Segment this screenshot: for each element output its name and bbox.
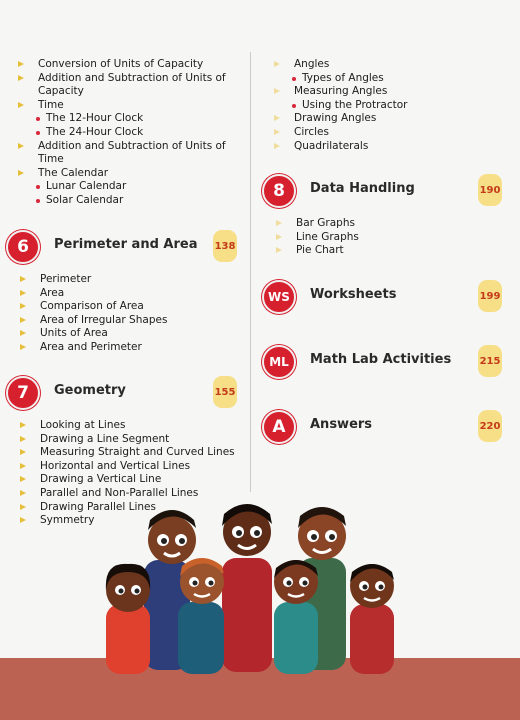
toc-entry[interactable]: Addition and Subtraction of Units of xyxy=(18,72,238,86)
chapter-6-topic-list xyxy=(20,273,240,355)
toc-entry[interactable]: Measuring Angles xyxy=(274,85,514,99)
answers-title: Answers xyxy=(310,417,373,432)
toc-entry[interactable]: Drawing a Line Segment xyxy=(20,433,246,447)
toc-entry[interactable]: Addition and Subtraction of Units of xyxy=(18,140,238,154)
toc-entry-continued: Time xyxy=(38,153,64,166)
toc-subentry[interactable]: Using the Protractor xyxy=(274,99,514,113)
chapter-7-title: Geometry xyxy=(54,383,126,398)
chapter-5-topic-list xyxy=(18,58,238,208)
chapter-8-page-badge: 190 xyxy=(478,174,502,206)
toc-entry[interactable]: Area xyxy=(20,287,240,301)
math-lab-page-badge: 215 xyxy=(478,345,502,377)
math-lab-title: Math Lab Activities xyxy=(310,352,452,367)
toc-entry[interactable]: Looking at Lines xyxy=(20,419,246,433)
toc-entry[interactable]: Drawing a Vertical Line xyxy=(20,473,246,487)
chapter-8-title: Data Handling xyxy=(310,181,415,196)
chapter-8-topic-list xyxy=(276,217,476,258)
toc-entry-continued: Capacity xyxy=(38,85,84,98)
worksheets-page-badge: 199 xyxy=(478,280,502,312)
answers-page-badge: 220 xyxy=(478,410,502,442)
column-divider xyxy=(250,52,251,492)
chapter-6-number-icon: 6 xyxy=(6,230,40,264)
chapter-6-heading[interactable] xyxy=(6,230,238,264)
toc-entry[interactable]: The Calendar xyxy=(18,167,238,181)
toc-entry[interactable]: Angles xyxy=(274,58,514,72)
toc-subentry[interactable]: Lunar Calendar xyxy=(18,180,238,194)
toc-entry[interactable]: Drawing Angles xyxy=(274,112,514,126)
toc-entry[interactable]: Measuring Straight and Curved Lines xyxy=(20,446,246,460)
cartoon-children-illustration xyxy=(92,498,412,674)
worksheets-title: Worksheets xyxy=(310,287,397,302)
toc-subentry[interactable]: The 12-Hour Clock xyxy=(18,112,238,126)
toc-entry[interactable]: Symmetry xyxy=(20,514,246,528)
child-figure xyxy=(178,558,224,674)
toc-entry[interactable]: Comparison of Area xyxy=(20,300,240,314)
toc-entry[interactable]: Quadrilaterals xyxy=(274,140,514,154)
child-figure xyxy=(222,504,272,672)
toc-entry[interactable]: Drawing Parallel Lines xyxy=(20,501,246,515)
toc-subentry[interactable]: The 24-Hour Clock xyxy=(18,126,238,140)
toc-subentry[interactable]: Types of Angles xyxy=(274,72,514,86)
toc-entry[interactable]: Parallel and Non-Parallel Lines xyxy=(20,487,246,501)
toc-entry[interactable]: Horizontal and Vertical Lines xyxy=(20,460,246,474)
chapter-6-page-badge: 138 xyxy=(213,230,237,262)
chapter-7-heading[interactable] xyxy=(6,376,238,410)
chapter-8-number-icon: 8 xyxy=(262,174,296,208)
chapter-6-title: Perimeter and Area xyxy=(54,237,198,252)
toc-entry[interactable]: Perimeter xyxy=(20,273,240,287)
toc-entry[interactable]: Conversion of Units of Capacity xyxy=(18,58,238,72)
toc-entry[interactable]: Line Graphs xyxy=(276,231,476,245)
toc-entry[interactable]: Pie Chart xyxy=(276,244,476,258)
toc-entry[interactable]: Time xyxy=(18,99,238,113)
chapter-7-page-badge: 155 xyxy=(213,376,237,408)
toc-entry[interactable]: Units of Area xyxy=(20,327,240,341)
answers-heading[interactable] xyxy=(262,410,502,444)
toc-entry[interactable]: Circles xyxy=(274,126,514,140)
toc-subentry[interactable]: Solar Calendar xyxy=(18,194,238,208)
chapter-8-heading[interactable] xyxy=(262,174,502,208)
toc-entry[interactable]: Area and Perimeter xyxy=(20,341,240,355)
child-figure xyxy=(274,560,318,674)
toc-entry[interactable]: Bar Graphs xyxy=(276,217,476,231)
chapter-7-continued-topic-list xyxy=(274,58,514,153)
child-figure xyxy=(106,564,150,674)
answers-icon: A xyxy=(262,410,296,444)
chapter-7-number-icon: 7 xyxy=(6,376,40,410)
math-lab-heading[interactable] xyxy=(262,345,502,379)
worksheets-icon: WS xyxy=(262,280,296,314)
toc-entry[interactable]: Area of Irregular Shapes xyxy=(20,314,240,328)
worksheets-heading[interactable] xyxy=(262,280,502,314)
math-lab-icon: ML xyxy=(262,345,296,379)
child-figure xyxy=(350,564,394,674)
